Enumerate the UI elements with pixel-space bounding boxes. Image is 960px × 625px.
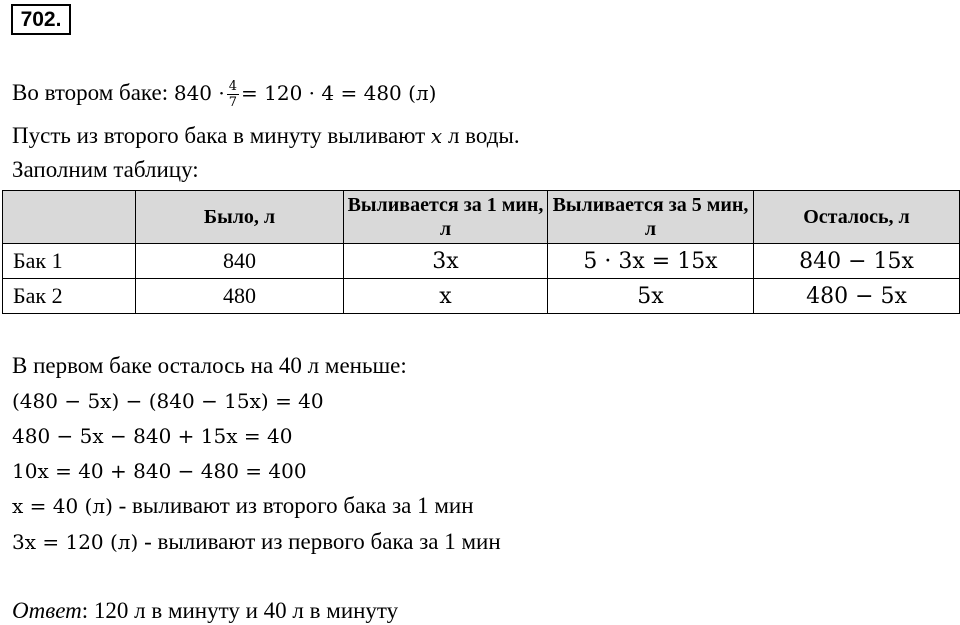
- line-fill-table: Заполним таблицу:: [12, 157, 199, 182]
- equation-2: 480 − 5x − 840 + 15x = 40: [12, 424, 293, 448]
- fraction: [227, 80, 239, 109]
- table-header-was: Было, л: [136, 191, 344, 244]
- table-header-per-1-min: Выливается за 1 мин, л: [344, 191, 548, 244]
- table-cell-was: 840: [136, 244, 344, 279]
- fraction-denominator: 7: [228, 95, 238, 111]
- table-cell-tank: Бак 1: [3, 244, 136, 279]
- line-let-x-before: Пусть из второго бака в минуту выливают: [12, 123, 431, 148]
- table-cell-remaining: 840 − 15x: [754, 244, 960, 279]
- problem-number: 702.: [11, 4, 71, 35]
- equation-1: (480 − 5x) − (840 − 15x) = 40: [12, 389, 324, 413]
- variable-x: x: [430, 124, 443, 148]
- table-row: [3, 244, 960, 279]
- answer-text: : 120 л в минуту и 40 л в минуту: [81, 598, 399, 623]
- solution-intro: В первом баке осталось на 40 л меньше:: [12, 353, 407, 378]
- equation-5-math: 3x = 120 (л): [12, 530, 139, 554]
- table-cell-per-1-min: 3x: [344, 244, 548, 279]
- line-second-tank-rhs: = 120 · 4 = 480 (л): [241, 81, 437, 105]
- table-header-row: [3, 191, 960, 244]
- line-let-x: [12, 122, 520, 150]
- table-row: [3, 279, 960, 314]
- table-header-per-5-min: Выливается за 5 мин, л: [548, 191, 754, 244]
- table-cell-per-5-min: 5x: [548, 279, 754, 314]
- line-second-tank-prefix: Во втором баке:: [12, 80, 174, 105]
- equation-4-text: - выливают из второго бака за 1 мин: [112, 493, 474, 518]
- fraction-numerator: 4: [228, 79, 238, 95]
- line-second-tank-lhs: 840 ·: [173, 81, 225, 105]
- table-cell-per-1-min: x: [344, 279, 548, 314]
- table-cell-remaining: 480 − 5x: [754, 279, 960, 314]
- answer-line: [12, 597, 398, 625]
- equation-4-math: x = 40 (л): [12, 494, 113, 518]
- equation-5-text: - выливают из первого бака за 1 мин: [138, 529, 501, 554]
- table-cell-tank: Бак 2: [3, 279, 136, 314]
- line-second-tank: [12, 79, 436, 109]
- line-let-x-after: л воды.: [442, 123, 520, 148]
- answer-label: Ответ: [12, 598, 82, 623]
- table-cell-per-5-min: 5 · 3x = 15x: [548, 244, 754, 279]
- equation-3: 10x = 40 + 840 − 480 = 400: [12, 459, 307, 483]
- table-cell-was: 480: [136, 279, 344, 314]
- equation-5: [12, 528, 501, 556]
- table-header-remaining: Осталось, л: [754, 191, 960, 244]
- equation-4: [12, 492, 474, 520]
- data-table: [2, 190, 960, 314]
- table-header-empty: [3, 191, 136, 244]
